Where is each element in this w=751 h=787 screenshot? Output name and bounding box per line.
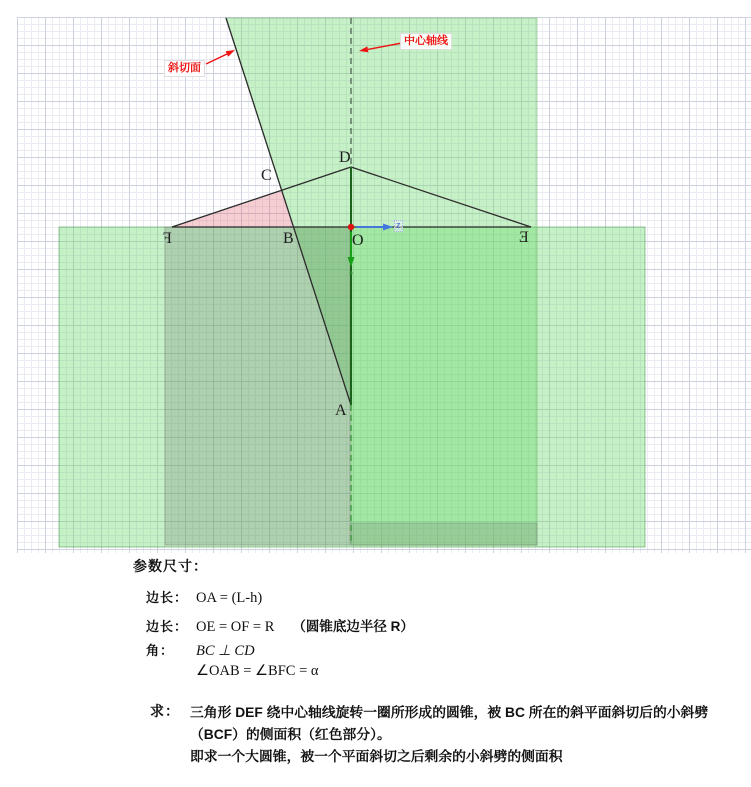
point-label-b: B [283,230,294,247]
origin-label-o: O [352,232,364,249]
axis-snap-dot [349,271,352,274]
question-line-2: （BCF）的侧面积（红色部分）。 [190,727,391,742]
oblique-plane-callout-arrow-shaft [206,54,227,64]
param-row-angle-label: 角： [146,643,175,658]
point-label-e: E [519,229,529,246]
param-row-alpha [196,662,318,680]
param-row-angle [146,640,255,660]
question-line-3: 即求一个大圆锥，被一个平面斜切之后剩余的小斜劈的侧面积 [190,749,563,764]
point-label-a: A [335,402,347,419]
oblique-plane-callout-arrow-head-icon [226,50,235,57]
point-label-f: F [163,230,172,247]
z-axis-label: z [396,220,401,230]
question-label: 求： [150,703,180,719]
params-title: 参数尺寸： [133,558,208,574]
param-row-alpha-value: ∠OAB = ∠BFC = α [196,663,319,679]
param-row-oa-label: 边长： [146,590,189,605]
central-axis-callout-label: 中心轴线 [400,33,452,50]
point-label-d: D [339,149,351,166]
origin-point [348,224,354,230]
param-row-angle-value: BC ⊥ CD [196,643,255,659]
cone-silhouette-gray [165,227,350,545]
param-row-oe-label: 边长： [146,619,189,634]
param-row-oe-value: OE = OF = R [196,619,275,635]
param-row-oe-note: （圆锥底边半径 R） [292,619,414,634]
param-row-oa [146,587,262,607]
question-line-1: 三角形 DEF 绕中心轴线旋转一圈所形成的圆锥，被 BC 所在的斜平面斜切后的小斜劈 [190,705,709,720]
point-label-c: C [261,167,272,184]
plane-footprint-gray [351,523,537,545]
param-row-oe [146,615,414,636]
oblique-plane-callout-label: 斜切面 [164,60,205,77]
param-row-oa-value: OA = (L-h) [196,590,263,606]
